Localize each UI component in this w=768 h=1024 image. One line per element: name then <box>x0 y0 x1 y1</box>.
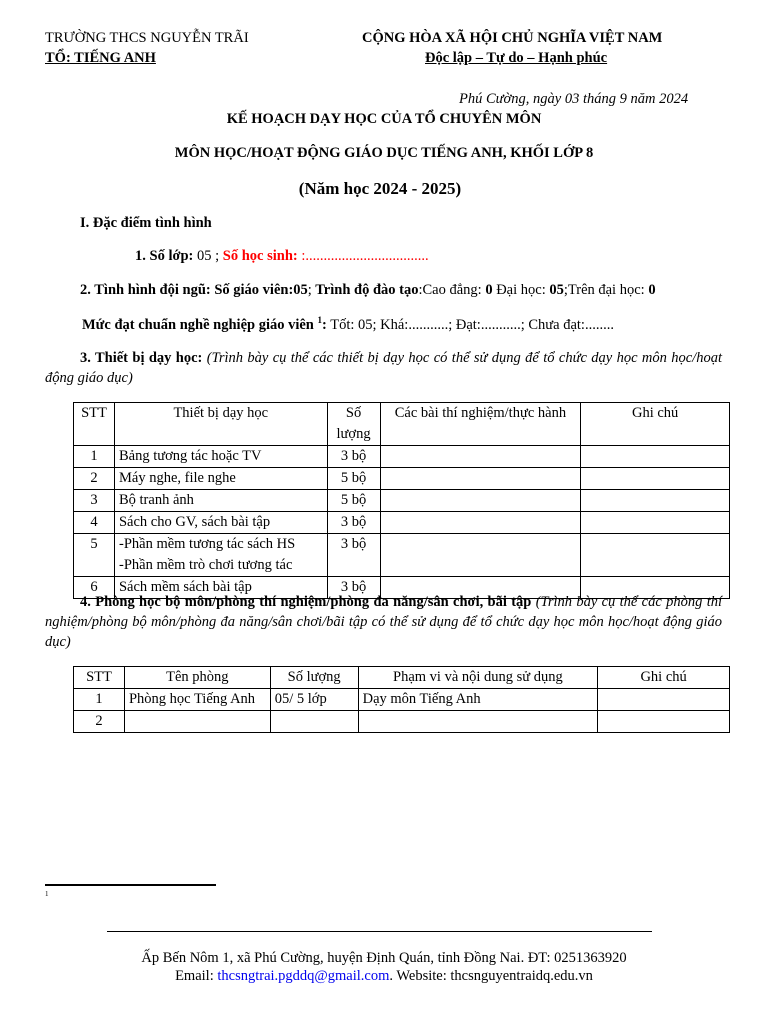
equipment-name-line: -Phần mềm trò chơi tương tác <box>118 557 293 573</box>
college-value: 0 <box>485 282 493 298</box>
room-scope: Dạy môn Tiếng Anh <box>358 689 598 711</box>
standard-line <box>82 315 614 334</box>
table-row <box>74 512 730 534</box>
equipment-note: (Trình bày cụ thể các thiết bị dạy học có thể sử dụng để tổ chức dạy học môn học/hoạt động giáo dục) <box>45 350 722 386</box>
table-row <box>74 689 730 711</box>
college-label: :Cao đẳng: <box>418 282 486 298</box>
section-heading: I. Đặc điểm tình hình <box>80 215 212 231</box>
room-table <box>73 666 730 733</box>
standard-values: Tốt: 05; Khá:...........; Đạt:...........; Chưa đạt:........ <box>326 316 614 333</box>
room-qty: 05/ 5 lớp <box>270 689 358 711</box>
table-row <box>74 711 730 733</box>
header-cell: Ghi chú <box>581 403 730 446</box>
equipment-name: Sách cho GV, sách bài tập <box>114 512 327 534</box>
experiment-cell <box>380 468 581 490</box>
equipment-qty: 5 bộ <box>327 490 380 512</box>
rooms-paragraph <box>45 592 722 652</box>
room-note <box>598 711 730 733</box>
equipment-paragraph <box>45 348 722 388</box>
table-header-row <box>74 403 730 446</box>
equipment-qty: 3 bộ <box>327 577 380 599</box>
equipment-name: Bảng tương tác hoặc TV <box>114 446 327 468</box>
room-qty <box>270 711 358 733</box>
equipment-label: 3. Thiết bị dạy học: <box>80 350 203 366</box>
university-label: Đại học: <box>492 282 550 298</box>
school-year: (Năm học 2024 - 2025) <box>298 179 462 198</box>
room-name: Phòng học Tiếng Anh <box>124 689 270 711</box>
equipment-name: Sách mềm sách bài tập <box>114 577 327 599</box>
equipment-name: Máy nghe, file nghe <box>114 468 327 490</box>
note-cell <box>581 490 730 512</box>
note-cell <box>581 534 730 577</box>
footer-divider <box>107 931 652 932</box>
document-subtitle: MÔN HỌC/HOẠT ĐỘNG GIÁO DỤC TIẾNG ANH, KHỐI LỚP 8 <box>174 145 594 161</box>
national-motto: Độc lập – Tự do – Hạnh phúc <box>425 50 608 66</box>
country-name: CỘNG HÒA XÃ HỘI CHỦ NGHĨA VIỆT NAM <box>362 30 663 46</box>
footnote-separator <box>45 884 216 886</box>
staff-label: 2. Tình hình đội ngũ: Số giáo viên: <box>80 282 294 298</box>
experiment-cell <box>380 490 581 512</box>
equipment-name-multi <box>114 534 327 577</box>
equipment-table <box>73 402 730 599</box>
website-text: . Website: thcsnguyentraidq.edu.vn <box>389 968 593 984</box>
rooms-label: 4. Phòng học bộ môn/phòng thí nghiệm/phòng đa năng/sân chơi, bãi tập <box>80 594 532 610</box>
teacher-count: 05 <box>293 282 308 298</box>
experiment-cell <box>380 446 581 468</box>
standard-label: Mức đạt chuẩn nghề nghiệp giáo viên <box>82 316 318 333</box>
row-number: 4 <box>74 512 115 534</box>
footer-address: Ấp Bến Nôm 1, xã Phú Cường, huyện Định Quán, tỉnh Đồng Nai. ĐT: 0251363920 <box>141 950 627 966</box>
table-row <box>74 446 730 468</box>
class-count-value: 05 ; <box>193 248 223 264</box>
university-value: 05 <box>549 282 564 298</box>
table-row <box>74 490 730 512</box>
class-count-line <box>135 248 429 265</box>
header-cell: STT <box>74 403 115 446</box>
equipment-qty: 5 bộ <box>327 468 380 490</box>
header-cell: Phạm vi và nội dung sử dụng <box>358 667 598 689</box>
department-name: TỔ: TIẾNG ANH <box>45 50 156 66</box>
postgrad-label: ;Trên đại học: <box>563 282 649 298</box>
row-number: 1 <box>74 446 115 468</box>
student-count-label: Số học sinh: <box>222 248 298 264</box>
header-cell: Các bài thí nghiệm/thực hành <box>380 403 581 446</box>
row-number: 1 <box>74 689 125 711</box>
email-link[interactable]: thcsngtrai.pgddq@gmail.com <box>217 968 390 984</box>
student-count-value: :.................................. <box>297 248 429 264</box>
equipment-qty: 3 bộ <box>327 512 380 534</box>
equipment-name: Bộ tranh ảnh <box>114 490 327 512</box>
row-number: 2 <box>74 711 125 733</box>
equipment-qty: 3 bộ <box>327 446 380 468</box>
note-cell <box>581 446 730 468</box>
school-name: TRƯỜNG THCS NGUYỄN TRÃI <box>45 30 249 46</box>
note-cell <box>581 512 730 534</box>
header-cell: STT <box>74 667 125 689</box>
row-number: 2 <box>74 468 115 490</box>
footnote-ref: 1 <box>317 315 322 325</box>
equipment-name-line: -Phần mềm tương tác sách HS <box>118 536 296 552</box>
staff-separator: ; <box>307 282 312 298</box>
experiment-cell <box>380 512 581 534</box>
room-note <box>598 689 730 711</box>
note-cell <box>581 468 730 490</box>
standard-colon: : <box>322 316 327 333</box>
table-row <box>74 534 730 577</box>
postgrad-value: 0 <box>648 282 656 298</box>
document-title: KẾ HOẠCH DẠY HỌC CỦA TỔ CHUYÊN MÔN <box>226 111 542 127</box>
footer-contact <box>0 968 768 985</box>
class-count-label: 1. Số lớp: <box>135 248 194 264</box>
equipment-qty: 3 bộ <box>327 534 380 577</box>
email-label: Email: <box>175 968 218 984</box>
date-line: Phú Cường, ngày 03 tháng 9 năm 2024 <box>459 91 689 107</box>
header-cell: Ghi chú <box>598 667 730 689</box>
row-number: 6 <box>74 577 115 599</box>
rooms-note: (Trình bày cụ thể các phòng thí nghiệm/phòng bộ môn/phòng đa năng/sân chơi/bãi tập có thể sử dụng để tổ chức dạy học môn học/hoạt động giáo dục) <box>45 594 723 650</box>
row-number: 5 <box>74 534 115 577</box>
header-cell: Tên phòng <box>124 667 270 689</box>
training-level-label: Trình độ đào tạo <box>311 282 419 298</box>
experiment-cell <box>380 534 581 577</box>
table-header-row <box>74 667 730 689</box>
room-name <box>124 711 270 733</box>
header-cell: Số lượng <box>327 403 380 446</box>
footnote-marker: 1 <box>45 890 49 898</box>
table-row <box>74 468 730 490</box>
staff-line <box>80 282 656 299</box>
header-cell: Thiết bị dạy học <box>114 403 327 446</box>
header-cell: Số lượng <box>270 667 358 689</box>
row-number: 3 <box>74 490 115 512</box>
room-scope <box>358 711 598 733</box>
